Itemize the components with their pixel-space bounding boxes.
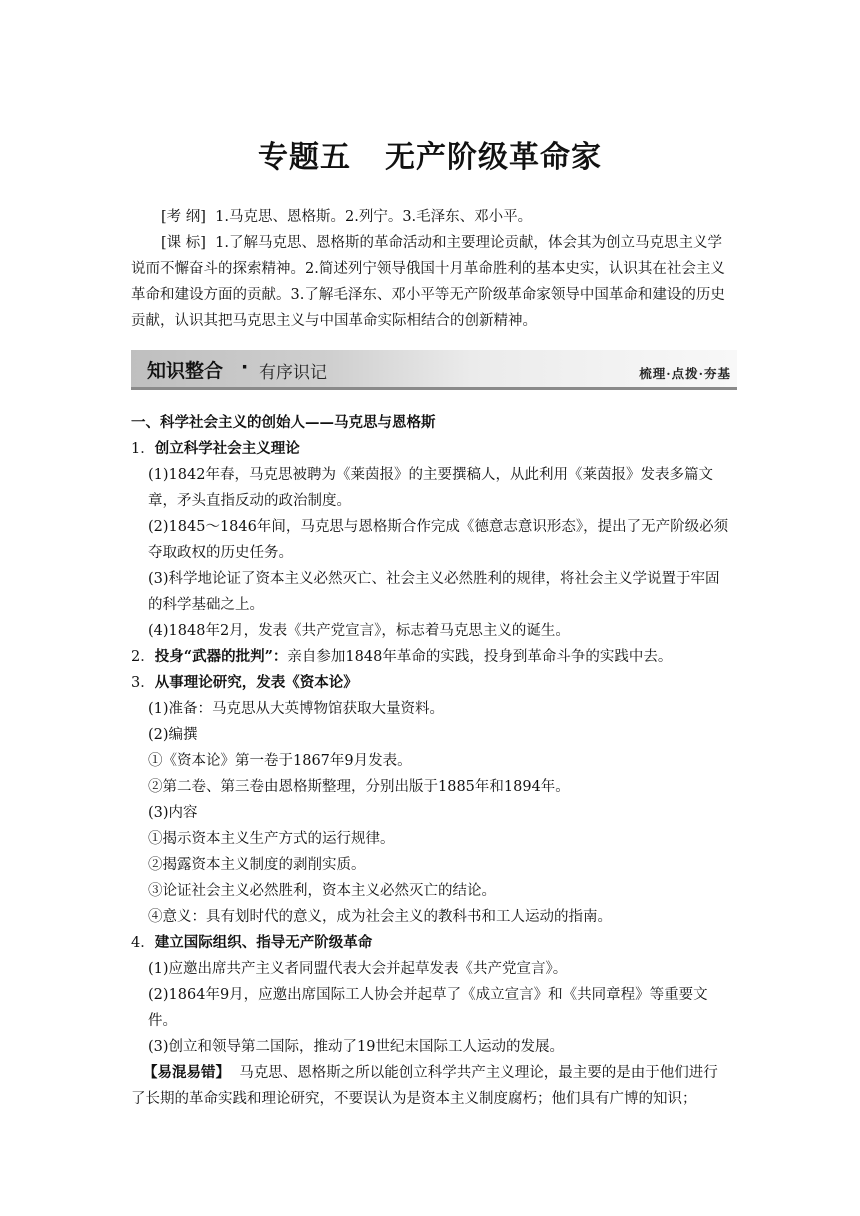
heading-3 bbox=[131, 670, 358, 696]
heading-3-num: 3． bbox=[131, 675, 155, 691]
banner-underline bbox=[131, 387, 737, 390]
list-item: (3)科学地论证了资本主义必然灭亡、社会主义必然胜利的规律，将社会主义学说置于牢固的科学基础之上。 bbox=[148, 571, 720, 613]
section-heading: 一、科学社会主义的创始人——马克思与恩格斯 bbox=[131, 414, 436, 431]
list-item: ②揭露资本主义制度的剥削实质。 bbox=[148, 857, 366, 873]
list-item: (2)1864年9月，应邀出席国际工人协会并起草了《成立宣言》和《共同章程》等重要文件。 bbox=[148, 987, 708, 1029]
heading-3-title: 从事理论研究，发表《资本论》 bbox=[154, 674, 358, 691]
kaogang-label: [考 纲] bbox=[161, 209, 206, 225]
kebiao-paragraph bbox=[131, 230, 731, 334]
heading-1-num: 1． bbox=[131, 441, 155, 457]
list-item: ②第二卷、第三卷由恩格斯整理，分别出版于1885年和1894年。 bbox=[148, 779, 570, 795]
banner-tag: 梳理·点拨·夯基 bbox=[639, 366, 731, 381]
list-item: (4)1848年2月，发表《共产党宣言》，标志着马克思主义的诞生。 bbox=[148, 623, 570, 639]
note-label: 【易混易错】 bbox=[143, 1064, 230, 1081]
heading-4 bbox=[131, 930, 372, 956]
list-item: ④意义：具有划时代的意义，成为社会主义的教科书和工人运动的指南。 bbox=[148, 909, 612, 925]
heading-4-num: 4． bbox=[131, 935, 155, 951]
section-banner bbox=[131, 350, 737, 390]
list-item: (2)1845～1846年间，马克思与恩格斯合作完成《德意志意识形态》，提出了无产阶级必须夺取政权的历史任务。 bbox=[148, 519, 729, 561]
banner-subheading: 有序识记 bbox=[259, 363, 327, 383]
title-part2: 无产阶级革命家 bbox=[385, 140, 602, 175]
list-item: (1)准备：马克思从大英博物馆获取大量资料。 bbox=[148, 701, 445, 717]
kebiao-label: [课 标] bbox=[161, 235, 206, 251]
heading-2 bbox=[131, 644, 672, 670]
list-item: (3)创立和领导第二国际，推动了19世纪末国际工人运动的发展。 bbox=[148, 1039, 564, 1055]
heading-1-title: 创立科学社会主义理论 bbox=[154, 440, 300, 457]
title-part1: 专题五 bbox=[258, 140, 351, 175]
heading-2-num: 2． bbox=[131, 649, 155, 665]
kebiao-text: 1.了解马克思、恩格斯的革命活动和主要理论贡献，体会其为创立马克思主义学说而不懈奋斗的探索精神。2.简述列宁领导俄国十月革命胜利的基本史实，认识其在社会主义革命和建设方面的贡献。3.了解毛泽东、邓小平等无产阶级革命家领导中国革命和建设的历史贡献，认识其把马克思主义与中国革命实际相结合的创新精神。 bbox=[131, 235, 725, 329]
list-item: ③论证社会主义必然胜利，资本主义必然灭亡的结论。 bbox=[148, 883, 496, 899]
kaogang-paragraph bbox=[131, 204, 731, 230]
list-item: (3)内容 bbox=[148, 805, 198, 821]
note-paragraph bbox=[131, 1060, 731, 1112]
kaogang-text: 1.马克思、恩格斯。2.列宁。3.毛泽东、邓小平。 bbox=[215, 209, 533, 225]
list-item: (1)1842年春，马克思被聘为《莱茵报》的主要撰稿人，从此利用《莱茵报》发表多篇文章，矛头直指反动的政治制度。 bbox=[148, 467, 713, 509]
heading-1 bbox=[131, 436, 300, 462]
list-item: (2)编撰 bbox=[148, 727, 198, 743]
list-item: (1)应邀出席共产主义者同盟代表大会并起草发表《共产党宣言》。 bbox=[148, 961, 568, 977]
banner-heading: 知识整合 bbox=[147, 360, 224, 382]
list-item: ①《资本论》第一卷于1867年9月发表。 bbox=[148, 753, 412, 769]
heading-2-title: 投身“武器的批判”： bbox=[154, 648, 288, 665]
list-item: ①揭示资本主义生产方式的运行规律。 bbox=[148, 831, 395, 847]
page-title bbox=[0, 132, 860, 176]
heading-2-text: 亲自参加1848年革命的实践，投身到革命斗争的实践中去。 bbox=[287, 649, 673, 665]
heading-4-title: 建立国际组织、指导无产阶级革命 bbox=[154, 934, 373, 951]
note-text: 马克思、恩格斯之所以能创立科学共产主义理论，最主要的是由于他们进行了长期的革命实践和理论研究，不要误认为是资本主义制度腐朽；他们具有广博的知识； bbox=[131, 1065, 718, 1107]
banner-dot: · bbox=[241, 356, 249, 378]
